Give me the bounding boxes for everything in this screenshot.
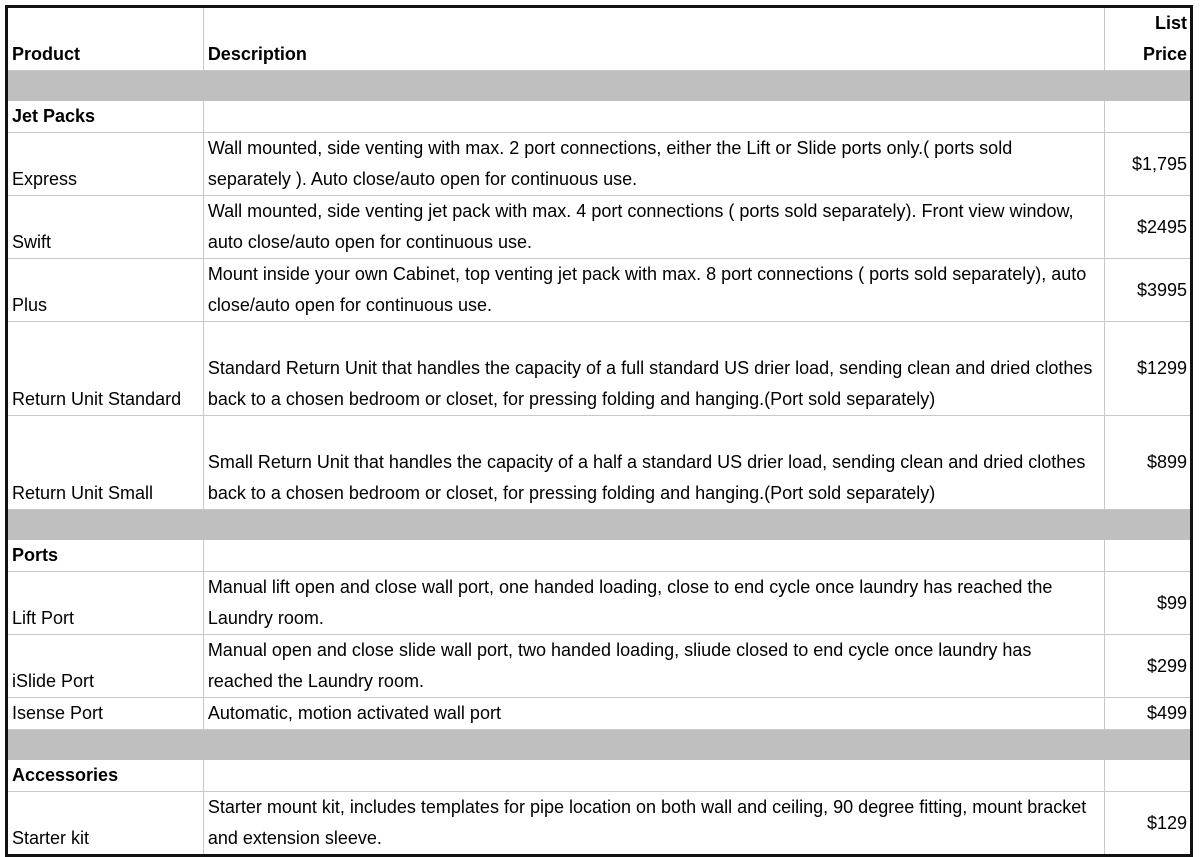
description-cell[interactable]: Manual open and close slide wall port, two handed loading, sliude closed to end cycle once laundry has reached the Laundry room. bbox=[203, 635, 1104, 698]
product-cell[interactable]: Return Unit Standard bbox=[7, 322, 204, 416]
table-row bbox=[7, 416, 1192, 510]
section-title[interactable]: Accessories bbox=[7, 760, 204, 792]
price-list-table bbox=[5, 5, 1193, 857]
price-cell[interactable]: $1299 bbox=[1104, 322, 1191, 416]
product-cell[interactable]: Isense Port bbox=[7, 698, 204, 730]
separator-row bbox=[7, 510, 1192, 540]
header-product[interactable]: Product bbox=[7, 7, 204, 71]
header-row bbox=[7, 7, 1192, 71]
table-row bbox=[7, 792, 1192, 856]
table-row bbox=[7, 572, 1192, 635]
product-cell[interactable]: Return Unit Small bbox=[7, 416, 204, 510]
separator-row bbox=[7, 71, 1192, 101]
price-cell[interactable]: $3995 bbox=[1104, 259, 1191, 322]
description-cell[interactable]: Standard Return Unit that handles the capacity of a full standard US drier load, sending clean and dried clothes back to a chosen bedroom or closet, for pressing folding and hanging.(Port sold separately) bbox=[203, 322, 1104, 416]
section-row-accessories bbox=[7, 760, 1192, 792]
product-cell[interactable]: Express bbox=[7, 133, 204, 196]
section-row-jet-packs bbox=[7, 101, 1192, 133]
product-cell[interactable]: Starter kit bbox=[7, 792, 204, 856]
price-cell[interactable]: $2495 bbox=[1104, 196, 1191, 259]
section-title[interactable]: Jet Packs bbox=[7, 101, 204, 133]
price-cell[interactable]: $299 bbox=[1104, 635, 1191, 698]
product-cell[interactable]: iSlide Port bbox=[7, 635, 204, 698]
description-cell[interactable]: Automatic, motion activated wall port bbox=[203, 698, 1104, 730]
description-cell[interactable]: Wall mounted, side venting with max. 2 port connections, either the Lift or Slide ports only.( ports sold separately ). Auto close/auto open for continuous use. bbox=[203, 133, 1104, 196]
description-cell[interactable]: Wall mounted, side venting jet pack with max. 4 port connections ( ports sold separately). Front view window, auto close/auto open for continuous use. bbox=[203, 196, 1104, 259]
product-cell[interactable]: Lift Port bbox=[7, 572, 204, 635]
price-cell[interactable]: $1,795 bbox=[1104, 133, 1191, 196]
description-cell[interactable]: Small Return Unit that handles the capacity of a half a standard US drier load, sending clean and dried clothes back to a chosen bedroom or closet, for pressing folding and hanging.(Port sold separately) bbox=[203, 416, 1104, 510]
table-row bbox=[7, 322, 1192, 416]
header-list-price[interactable]: List Price bbox=[1104, 7, 1191, 71]
table-row bbox=[7, 635, 1192, 698]
product-cell[interactable]: Plus bbox=[7, 259, 204, 322]
description-cell[interactable]: Mount inside your own Cabinet, top venting jet pack with max. 8 port connections ( ports sold separately), auto close/auto open for continuous use. bbox=[203, 259, 1104, 322]
price-cell[interactable]: $899 bbox=[1104, 416, 1191, 510]
description-cell[interactable]: Manual lift open and close wall port, one handed loading, close to end cycle once laundry has reached the Laundry room. bbox=[203, 572, 1104, 635]
table-row bbox=[7, 196, 1192, 259]
table-row bbox=[7, 698, 1192, 730]
header-description[interactable]: Description bbox=[203, 7, 1104, 71]
separator-row bbox=[7, 730, 1192, 760]
description-cell[interactable]: Starter mount kit, includes templates for pipe location on both wall and ceiling, 90 degree fitting, mount bracket and extension sleeve. bbox=[203, 792, 1104, 856]
table-row bbox=[7, 259, 1192, 322]
price-cell[interactable]: $129 bbox=[1104, 792, 1191, 856]
table-row bbox=[7, 133, 1192, 196]
section-title[interactable]: Ports bbox=[7, 540, 204, 572]
section-row-ports bbox=[7, 540, 1192, 572]
price-cell[interactable]: $99 bbox=[1104, 572, 1191, 635]
price-cell[interactable]: $499 bbox=[1104, 698, 1191, 730]
product-cell[interactable]: Swift bbox=[7, 196, 204, 259]
